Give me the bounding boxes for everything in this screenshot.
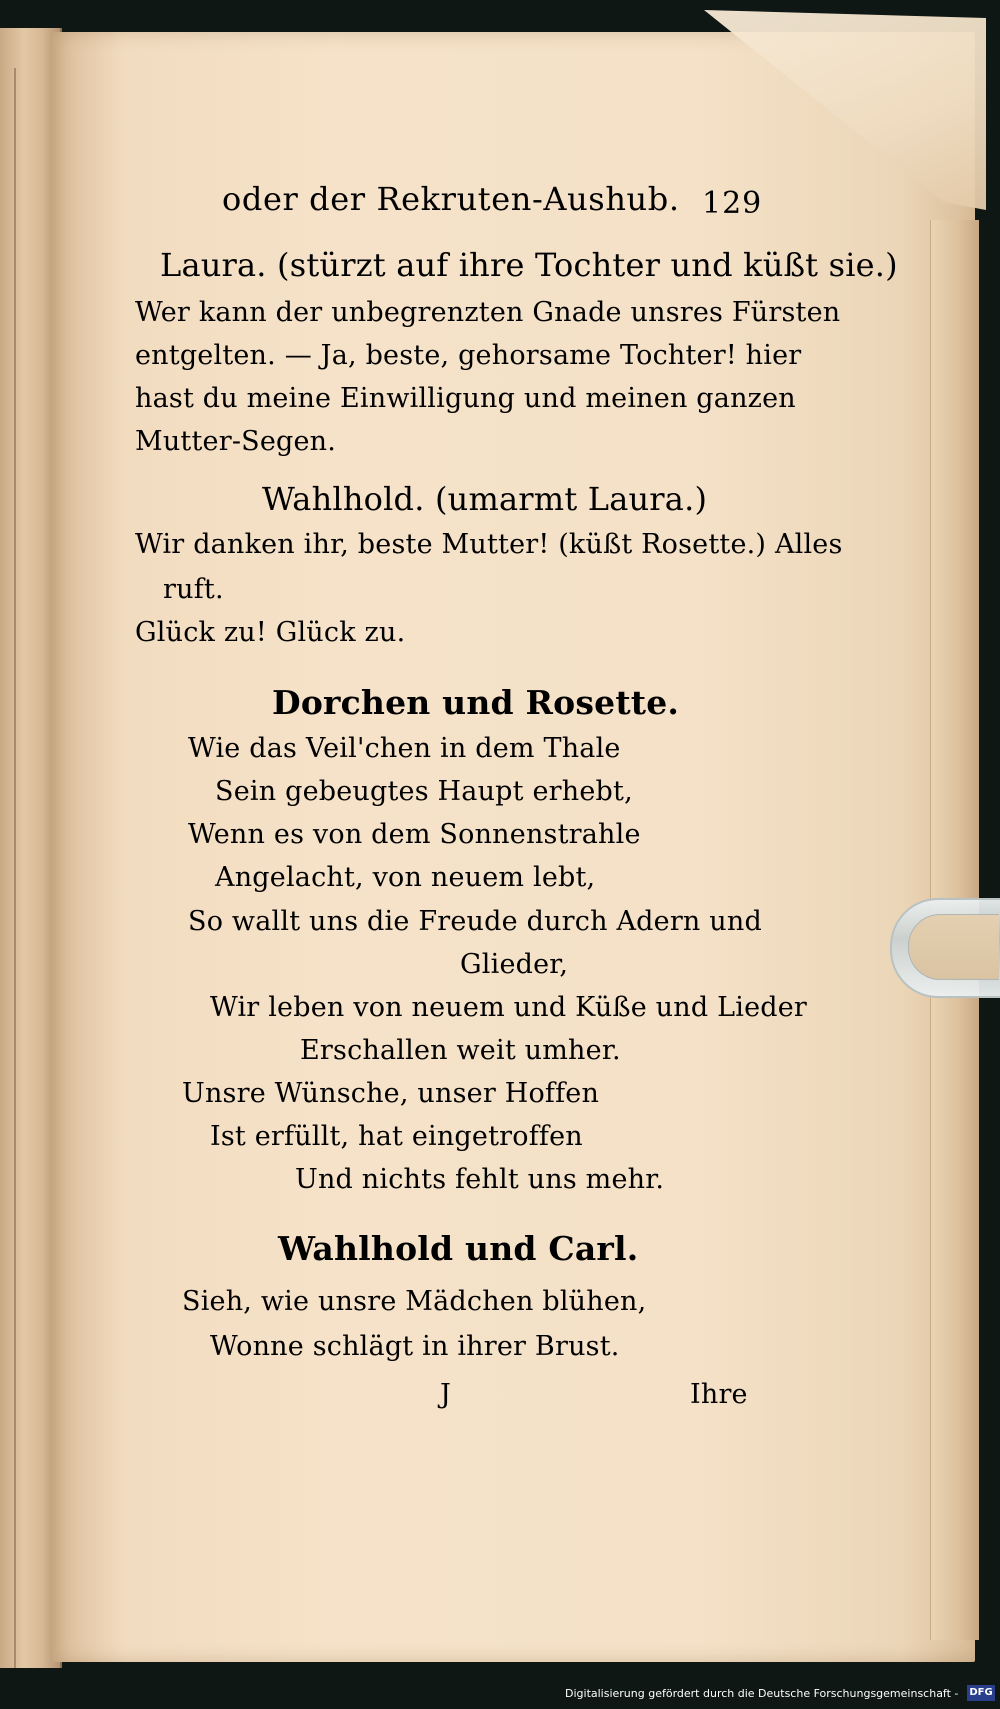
page-clip-inner bbox=[908, 914, 999, 980]
verse-line: Wie das Veil'chen in dem Thale bbox=[188, 733, 621, 764]
verse-line: Wenn es von dem Sonnenstrahle bbox=[188, 819, 641, 850]
text-line: hast du meine Einwilligung und meinen ganzen bbox=[135, 383, 796, 414]
page-clip-icon bbox=[890, 898, 1000, 998]
text-line: ruft. bbox=[163, 574, 224, 605]
dfg-logo: DFG bbox=[967, 1685, 995, 1701]
verse-line: Und nichts fehlt uns mehr. bbox=[295, 1164, 665, 1195]
speaker-name: Wahlhold. (umarmt Laura.) bbox=[262, 480, 708, 518]
signature-mark: J bbox=[440, 1379, 452, 1410]
verse-line: So wallt uns die Freude durch Adern und bbox=[188, 906, 762, 937]
catchword: Ihre bbox=[690, 1379, 748, 1410]
text-line: Laura. (stürzt auf ihre Tochter und küßt sie.) bbox=[160, 246, 898, 284]
verse-line: Wir leben von neuem und Küße und Lieder bbox=[210, 992, 808, 1023]
text-line: Mutter-Segen. bbox=[135, 426, 337, 457]
verse-line: Angelacht, von neuem lebt, bbox=[215, 862, 596, 893]
left-page-line bbox=[14, 68, 16, 1668]
text-line: entgelten. — Ja, beste, gehorsame Tochter! hier bbox=[135, 340, 802, 371]
verse-line: Glieder, bbox=[460, 949, 569, 980]
text-line: Glück zu! Glück zu. bbox=[135, 617, 406, 648]
verse-line: Sieh, wie unsre Mädchen blühen, bbox=[182, 1286, 647, 1317]
verse-line: Sein gebeugtes Haupt erhebt, bbox=[215, 776, 633, 807]
digitization-credit: Digitalisierung gefördert durch die Deutsche Forschungsgemeinschaft - bbox=[565, 1687, 959, 1700]
text-line: Wir danken ihr, beste Mutter! (küßt Rosette.) Alles bbox=[135, 529, 843, 560]
text-line: Wer kann der unbegrenzten Gnade unsres Fürsten bbox=[135, 297, 841, 328]
verse-line: Erschallen weit umher. bbox=[300, 1035, 621, 1066]
verse-line: Unsre Wünsche, unser Hoffen bbox=[182, 1078, 600, 1109]
verse-line: Ist erfüllt, hat eingetroffen bbox=[210, 1121, 583, 1152]
section-heading: Wahlhold und Carl. bbox=[278, 1229, 639, 1268]
verse-line: Wonne schlägt in ihrer Brust. bbox=[210, 1331, 620, 1362]
section-heading: Dorchen und Rosette. bbox=[272, 683, 680, 722]
running-head: oder der Rekruten-Aushub. bbox=[222, 180, 680, 218]
page-number: 129 bbox=[702, 186, 763, 221]
